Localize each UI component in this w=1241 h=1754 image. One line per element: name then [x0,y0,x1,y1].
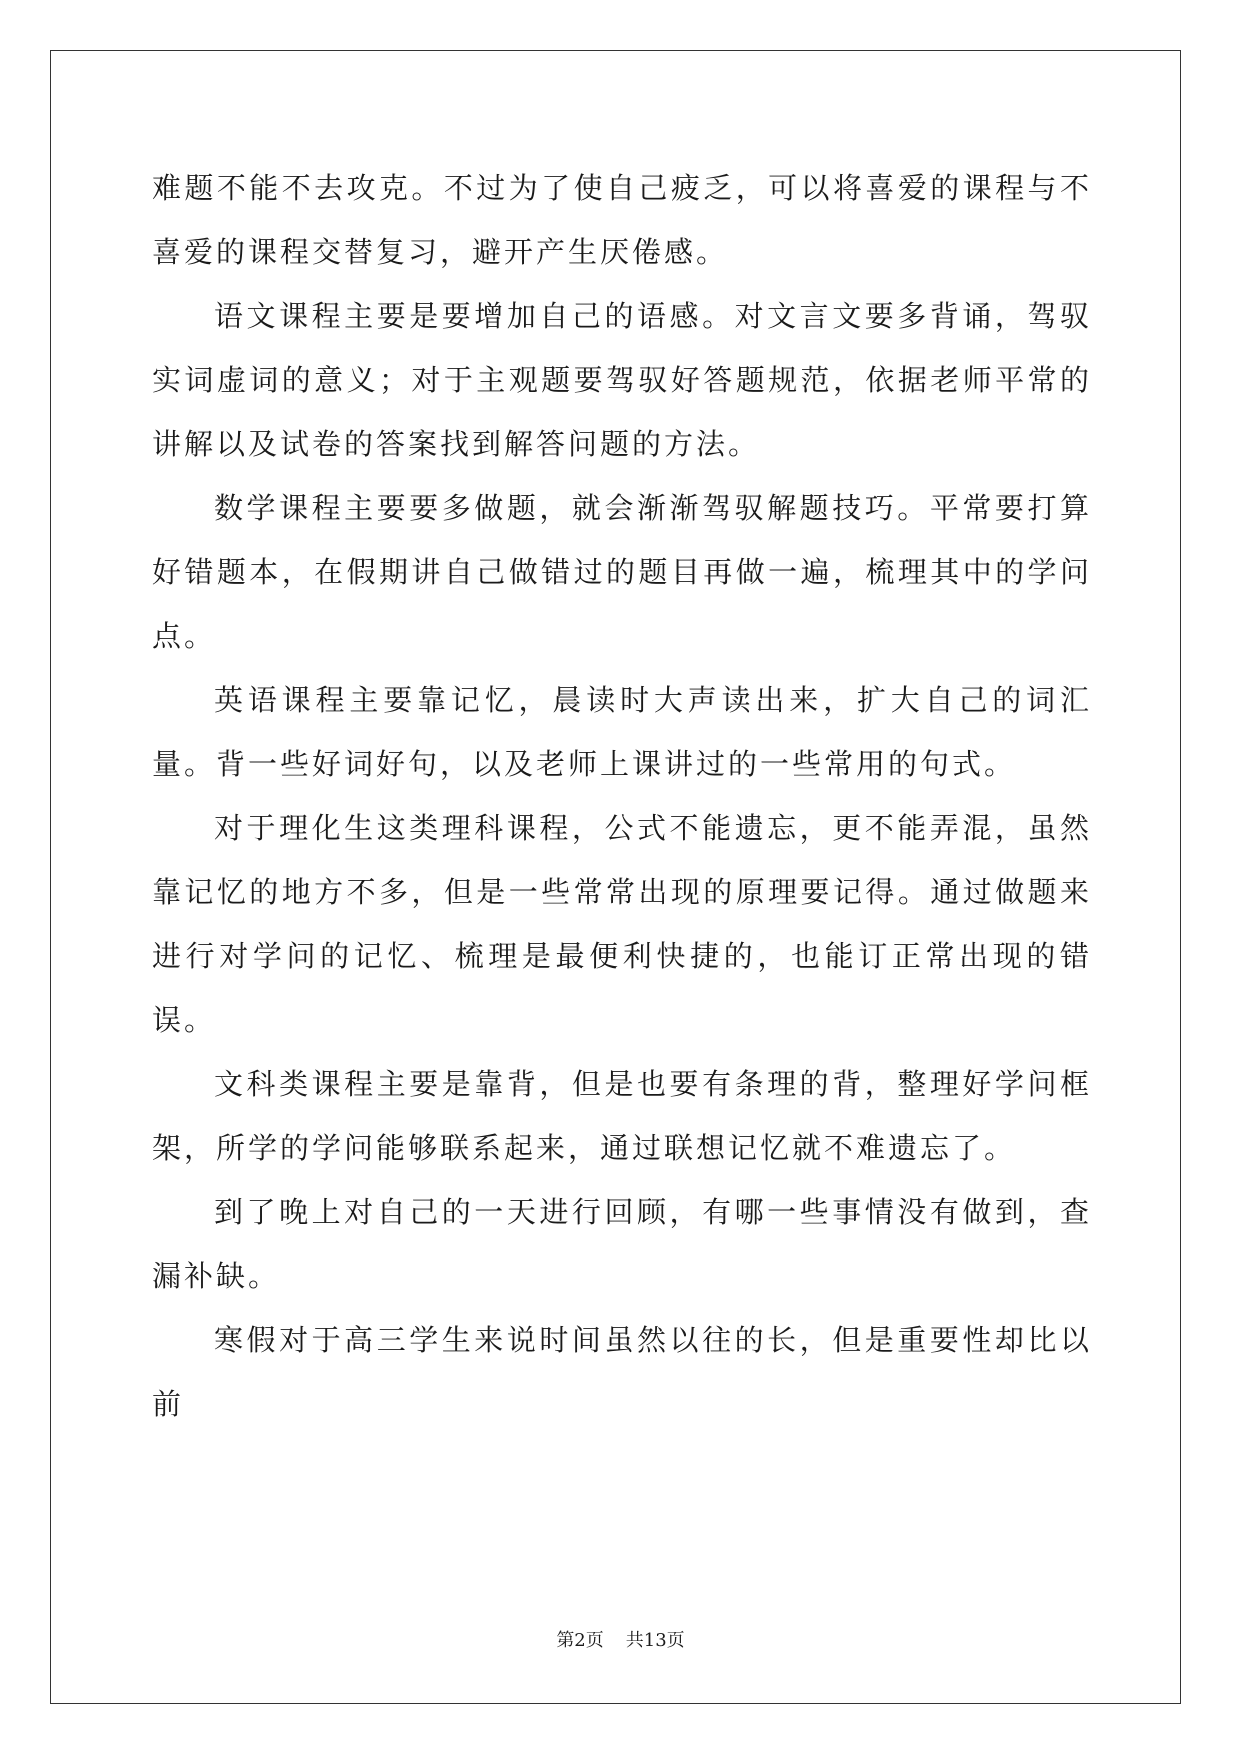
page-total: 共13页 [625,1630,685,1651]
paragraph: 到了晚上对自己的一天进行回顾，有哪一些事情没有做到，查漏补缺。 [152,1195,1092,1293]
paragraph: 文科类课程主要是靠背，但是也要有条理的背，整理好学问框架，所学的学问能够联系起来，通过联想记忆就不难遗忘了。 [152,1067,1092,1165]
paragraph: 对于理化生这类理科课程，公式不能遗忘，更不能弄混，虽然靠记忆的地方不多，但是一些常常出现的原理要记得。通过做题来进行对学问的记忆、梳理是最便利快捷的，也能订正常出现的错误。 [152,811,1092,1037]
paragraph: 语文课程主要是要增加自己的语感。对文言文要多背诵，驾驭实词虚词的意义；对于主观题要驾驭好答题规范，依据老师平常的讲解以及试卷的答案找到解答问题的方法。 [152,299,1092,461]
page-footer [0,1626,1241,1652]
paragraph: 数学课程主要要多做题，就会渐渐驾驭解题技巧。平常要打算好错题本，在假期讲自己做错过的题目再做一遍，梳理其中的学问点。 [152,491,1092,653]
paragraph: 难题不能不去攻克。不过为了使自己疲乏，可以将喜爱的课程与不喜爱的课程交替复习，避开产生厌倦感。 [152,171,1092,269]
paragraph: 英语课程主要靠记忆，晨读时大声读出来，扩大自己的词汇量。背一些好词好句，以及老师上课讲过的一些常用的句式。 [152,683,1092,781]
page-number: 第2页 [556,1630,604,1651]
document-body [152,156,1092,1436]
paragraph: 寒假对于高三学生来说时间虽然以往的长，但是重要性却比以前 [152,1323,1092,1421]
